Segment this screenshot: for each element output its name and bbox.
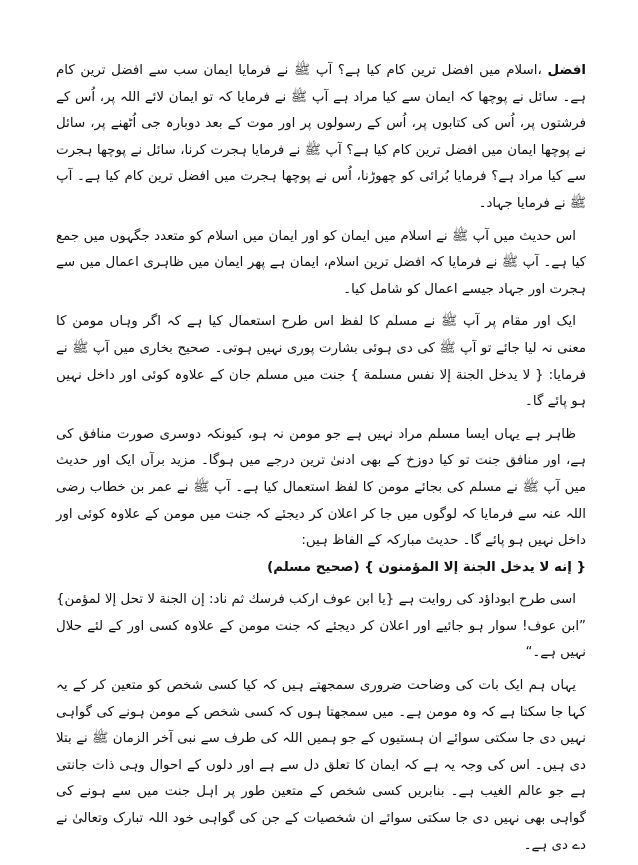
hadith-quote: { إنه لا يدخل الجنة إلا المؤمنون } (صحيح مسلم) [267,559,586,575]
paragraph-4-text: ظاہر ہے یہاں ایسا مسلم مراد نہیں ہے جو مومن نہ ہو، کیونکہ دوسری صورت منافق کی ہے، اور منافق جنت تو کیا دوزخ کے بھی ادنیٰ ترین درجے میں ہوگا۔ مزید برآں ایک اور حدیث میں آپ ﷺ نے مسلم کی بجائے مومن کا لفظ استعمال کیا ہے۔ آپ ﷺ نے عمر بن خطاب رضی اللہ عنہ سے فرمایا کہ لوگوں میں جا کر اعلان کر دیجئے کہ جنت میں مومن کے علاوہ کوئی اور داخل نہیں ہو پائے گا۔ حدیث مبارکہ کے الفاظ ہیں: [56,426,586,549]
paragraph-1-lead: افضل [547,63,587,78]
paragraph-3-text: ایک اور مقام پر آپ ﷺ نے مسلم کا لفظ اس طرح استعمال کیا ہے کہ اگر وہاں مومن کا معنی نہ لیا جائے تو آپ ﷺ کی دی ہوئی بشارت پوری نہیں ہوتی۔ صحیح بخاری میں آپ ﷺ نے فرمایا: { لا يدخل الجنة إلا نفس مسلمة } جنت میں مسلم جان کے علاوہ کوئی اور داخل نہیں ہو پائے گا۔ [56,314,586,410]
paragraph-1-text: ،اسلام میں افضل ترین کام کیا ہے؟ آپ ﷺ نے فرمایا ایمان سب سے افضل ترین کام ہے۔ سائل نے پوچھا کہ ایمان سے کیا مراد ہے آپ ﷺ نے فرمایا کہ تو ایمان لائے اللہ پر، اُس کے فرشتوں پر، اُس کی کتابوں پر، اُس کے رسولوں پر اور موت کے بعد دوبارہ جی اُٹھنے پر، سائل نے پوچھا ایمان میں افضل ترین کام کیا ہے؟ آپ ﷺ نے فرمایا ہجرت کرنا، سائل نے پوچھا ہجرت سے کیا مراد ہے؟ فرمایا بُرائی کو چھوڑنا، اُس نے پوچھا ہجرت میں افضل ترین کام کیا ہے۔ آپ ﷺ نے فرمایا جہاد۔ [56,63,586,211]
paragraph-3 [56,309,586,415]
paragraph-1 [56,58,586,218]
paragraph-6: یہاں ہم ایک بات کی وضاحت ضروری سمجھتے ہیں کہ کیا کسی شخص کو متعین کر کے یہ کہا جا سکتا ہے کہ وہ مومن ہے۔ میں سمجھتا ہوں کہ کسی شخص کے مومن ہونے کی گواہی نہیں دی جا سکتی سوائے ان ہستیوں کے جو ہمیں اللہ کی طرف سے نبی آخر الزمان ﷺ نے بتلا دی ہیں۔ اس کی وجہ یہ ہے کہ ایمان کا تعلق دل سے ہے اور دلوں کے احوال وہی ذات جانتی ہے جو عالم الغیب ہے۔ بنابریں کسی شخص کے متعین طور پر اہل جنت میں سے ہونے کی گواہی بھی نہیں دی جا سکتی سوائے ان شخصیات کے جن کی گواہی خود اللہ تبارک وتعالیٰ نے دے دی ہے۔ [56,678,586,853]
paragraph-2-text: اس حدیث میں آپ ﷺ نے اسلام میں ایمان کو اور ایمان میں اسلام کو متعدد جگہوں میں جمع کیا ہے۔ آپ ﷺ نے فرمایا کہ افضل ترین اسلام، ایمان ہے پھر ایمان میں ظاہری اعمال میں سے ہجرت اور جہاد جیسے اعمال کو شامل کیا۔ [56,228,586,297]
paragraph-5: اسی طرح ابوداؤد کی روایت ہے {يا ابن عوف اركب فرسك ثم ناد: إن الجنة لا تحل إلا لمؤمن} ”ابن عوف! سوار ہو جائیے اور اعلان کر دیجئے کہ جنت مومن کے علاوہ کسی اور کے لئے حلال نہیں ہے۔“ [56,592,586,661]
paragraph-4 [56,422,586,555]
paragraph-2 [56,224,586,304]
